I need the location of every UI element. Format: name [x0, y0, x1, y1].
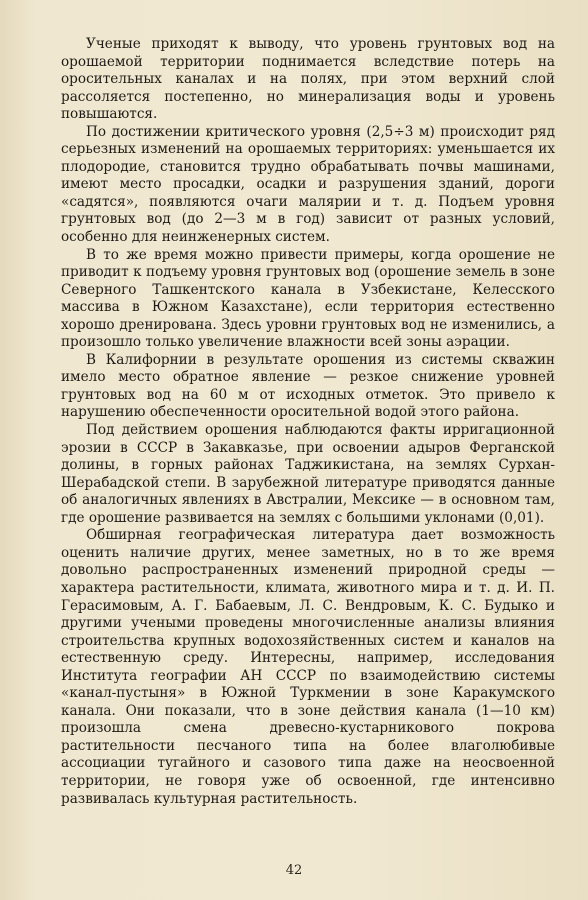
paragraph-5: Под действием орошения наблюдаются факты ирригационной эрозии в СССР в Закавказье, при освоении адыров Ферганской долины, в горных районах Таджикистана, на землях Сурхан-Шерабадской степи. В зарубежной литературе приводятся данные об аналогичных явлениях в Австралии, Мексике — в основном там, где орошение развивается на землях с большими уклонами (0,01). [61, 422, 555, 526]
paragraph-4: В Калифорнии в результате орошения из системы скважин имело место обратное явление — резкое снижение уровней грунтовых вод на 60 м от исходных отметок. Это привело к нарушению обеспеченности оросительной водой этого района. [61, 351, 555, 421]
body-text [61, 36, 555, 808]
paragraph-3: В то же время можно привести примеры, когда орошение не приводит к подъему уровня грунтовых вод (орошение земель в зоне Северного Ташкентского канала в Узбекистане, Келесского массива в Южном Казахстане), если территория естественно хорошо дренирована. Здесь уровни грунтовых вод не изменились, а произошло только увеличение влажности всей зоны аэрации. [61, 246, 555, 351]
paragraph-2: По достижении критического уровня (2,5÷3 м) происходит ряд серьезных изменений на орошаемых территориях: уменьшается их плодородие, становится трудно обрабатывать почвы машинами, имеют место просадки, осадки и разрушения зданий, дороги «садятся», появляются очаги малярии и т. д. Подъем уровня грунтовых вод (до 2—3 м в год) зависит от разных условий, особенно для неинженерных систем. [61, 123, 555, 246]
paragraph-1: Ученые приходят к выводу, что уровень грунтовых вод на орошаемой территории поднимается вследствие потерь на оросительных каналах и на полях, при этом верхний слой рассоляется постепенно, но минерализация воды и уровень повышаются. [61, 36, 555, 123]
paragraph-6: Обширная географическая литература дает возможность оценить наличие других, менее заметных, но в то же время довольно распространенных изменений природной среды — характера растительности, климата, животного мира и т. д. И. П. Герасимовым, А. Г. Бабаевым, Л. С. Вендровым, К. С. Будыко и другими учеными проведены многочисленные анализы влияния строительства крупных водохозяйственных систем и каналов на естественную среду. Интересны, например, исследования Института географии АН СССР по взаимодействию системы «канал-пустыня» в Южной Туркмении в зоне Каракумского канала. Они показали, что в зоне действия канала (1—10 км) произошла смена древесно-кустарникового покрова растительности песчаного типа на более влаголюбивые ассоциации тугайного и сазового типа даже на неосвоенной территории, не говоря уже об освоенной, где интенсивно развивалась культурная растительность. [61, 527, 555, 807]
page-number: 42 [285, 863, 303, 878]
